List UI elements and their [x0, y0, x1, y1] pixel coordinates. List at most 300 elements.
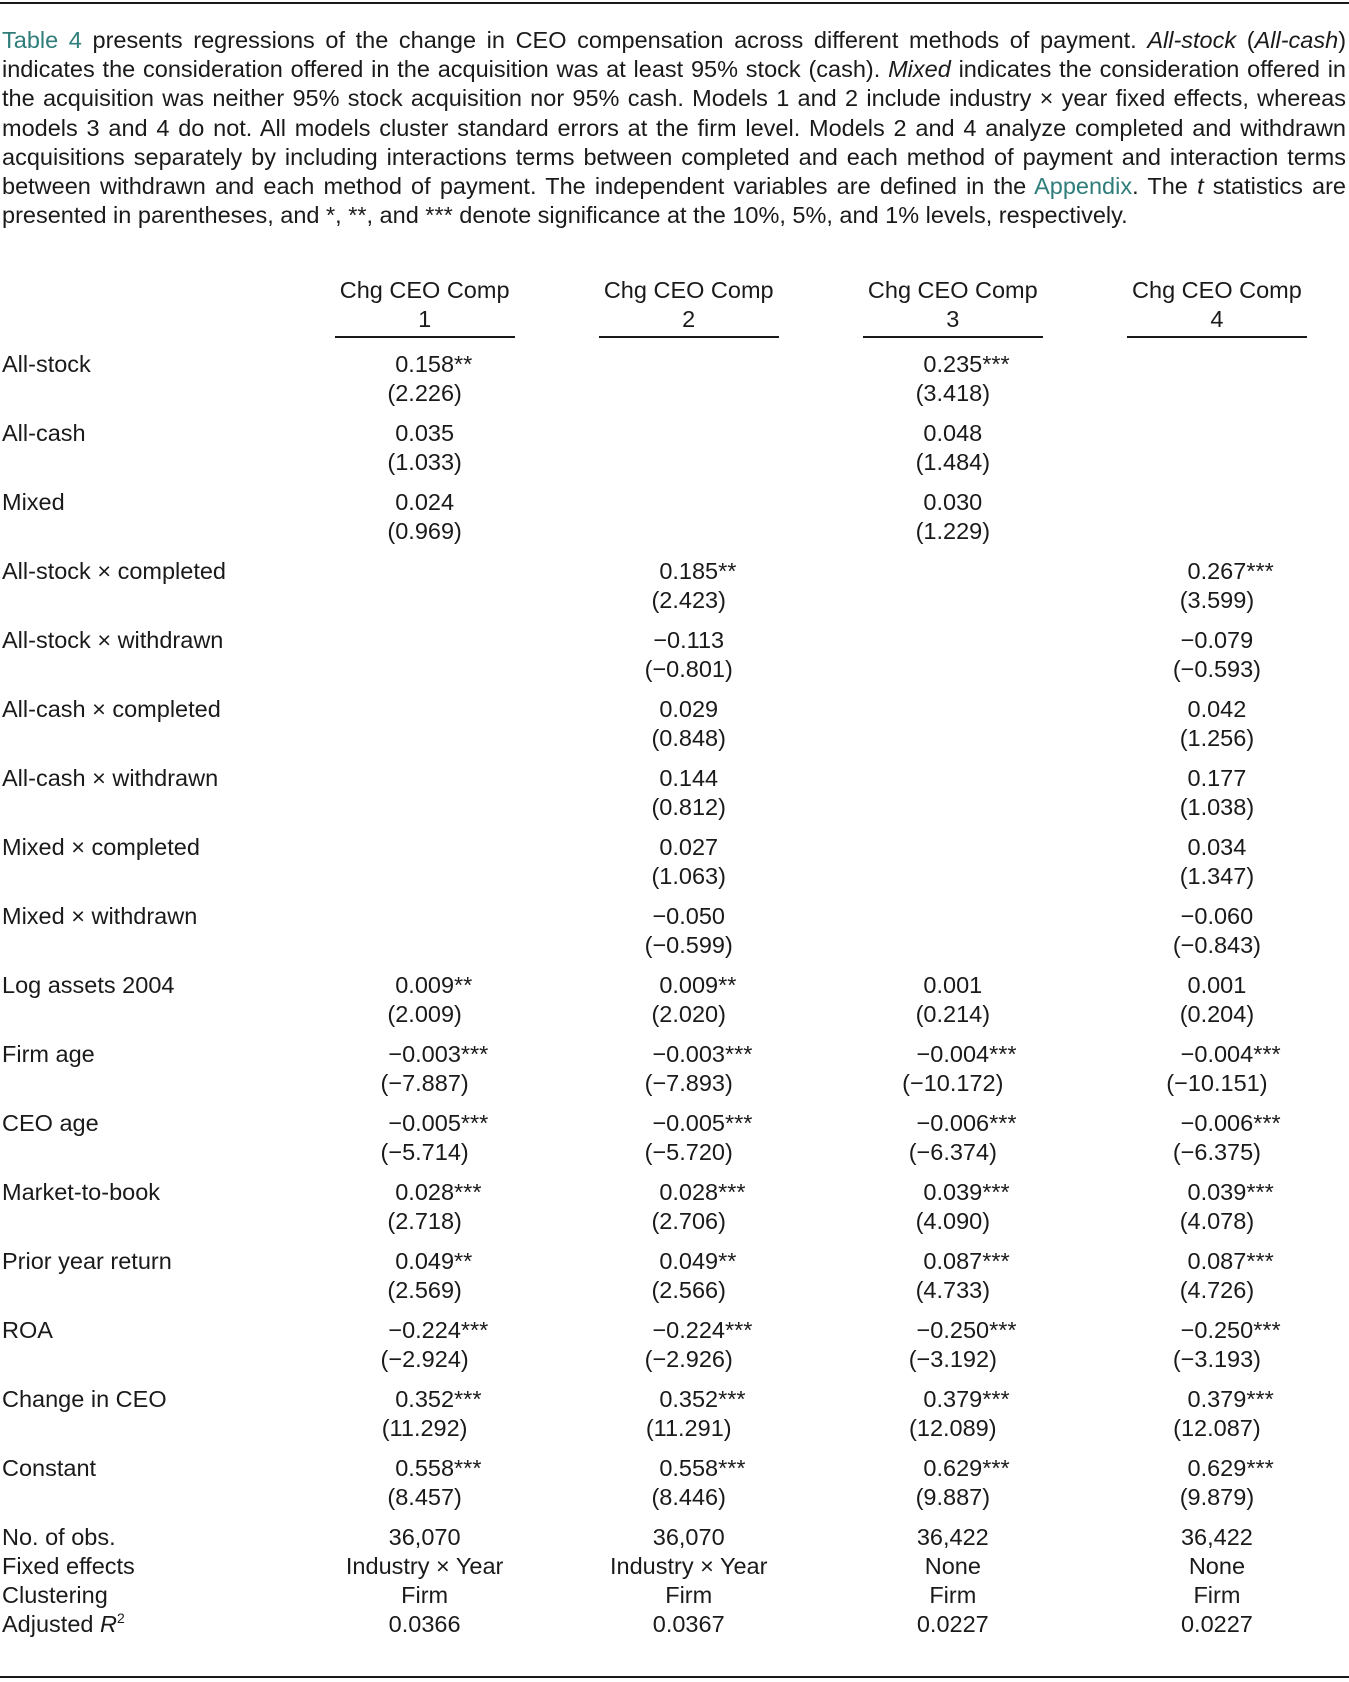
table-row [0, 764, 1349, 833]
coefficient-value: 0.001 [1187, 972, 1247, 998]
coefficient [653, 626, 724, 655]
row-label: All-stock [2, 351, 91, 377]
coefficient [923, 1454, 1010, 1483]
footer-value: 36,422 [916, 1524, 989, 1550]
coefficient-value: 0.379 [923, 1386, 983, 1412]
table-cell [1085, 1454, 1349, 1523]
coefficient [1188, 833, 1247, 862]
t-statistic: (1.063) [651, 863, 726, 889]
column-header-4 [1085, 276, 1349, 350]
significance-stars: *** [982, 351, 1010, 377]
table-row [0, 1316, 1349, 1385]
significance-stars: *** [718, 1386, 746, 1412]
table-cell [821, 1316, 1085, 1385]
row-label: Mixed × completed [2, 834, 200, 860]
table-cell [821, 626, 1085, 695]
coefficient-value: −0.006 [916, 1110, 990, 1136]
t-statistic: (−6.375) [1172, 1139, 1262, 1165]
significance-stars: *** [982, 1386, 1010, 1412]
row-label: Prior year return [2, 1248, 172, 1274]
coefficient [388, 1316, 489, 1345]
coefficient-value: 0.001 [923, 972, 983, 998]
caption-text: ) indicates the consideration offered in the acquisition was at least 95% stock (cash). [2, 27, 1347, 83]
coefficient-value: 0.158 [395, 351, 455, 377]
significance-stars: ** [718, 1248, 737, 1274]
coefficient-value: 0.028 [659, 1179, 719, 1205]
table-cell [1085, 1040, 1349, 1109]
coefficient-value: 0.177 [1187, 765, 1247, 791]
t-statistic: (0.848) [651, 725, 726, 751]
caption-text: indicates the consideration offered in the acquisition was neither 95% stock acquisition nor 95% cash. Models 1 and 2 include industry × year fixed effects, whereas models 3 and 4 do not. All models cluster standard errors at the firm level. Models 2 and 4 analyze completed and withdrawn acquisitions separately by including interactions terms between completed and each method of payment and interaction terms between withdrawn and each method of payment. The independent variables are defined in the [2, 56, 1346, 200]
coefficient [1180, 1040, 1281, 1069]
table-row [0, 488, 1349, 557]
row-label: Mixed [2, 489, 65, 515]
significance-stars: ** [454, 972, 473, 998]
significance-stars: *** [1253, 1041, 1281, 1067]
coefficient-value: 0.039 [1187, 1179, 1247, 1205]
t-statistic: (1.229) [915, 518, 991, 544]
caption-mixed: Mixed [888, 56, 951, 83]
coefficient-value: −0.113 [653, 627, 725, 653]
footer-label: Clustering [2, 1582, 108, 1608]
t-statistic: (3.418) [915, 380, 991, 406]
coefficient-value: 0.267 [1187, 558, 1247, 584]
table-cell [557, 419, 821, 488]
table-cell [1085, 1316, 1349, 1385]
row-label: Mixed × withdrawn [2, 903, 198, 929]
table-row [0, 1178, 1349, 1247]
coefficient [1187, 1454, 1274, 1483]
table-cell [821, 902, 1085, 971]
coefficient-value: 0.048 [923, 420, 983, 446]
coefficient [923, 419, 982, 448]
significance-stars: *** [989, 1317, 1017, 1343]
row-label: Log assets 2004 [2, 972, 175, 998]
column-number: 1 [418, 306, 432, 332]
t-statistic: (12.087) [1173, 1415, 1261, 1441]
footer-value: Industry × Year [610, 1553, 768, 1579]
t-statistic: (2.226) [387, 380, 462, 406]
table-cell [821, 1247, 1085, 1316]
table-cell [293, 695, 557, 764]
coefficient [1180, 1316, 1281, 1345]
coefficient-value: 0.352 [659, 1386, 719, 1412]
table-cell [821, 350, 1085, 419]
significance-stars: *** [1246, 558, 1274, 584]
coefficient-value: 0.042 [1187, 696, 1247, 722]
t-statistic: (1.038) [1179, 794, 1255, 820]
coefficient-value: −0.250 [916, 1317, 990, 1343]
coefficient [1187, 1385, 1274, 1414]
t-statistic: (−0.801) [644, 656, 733, 682]
column-title: Chg CEO Comp [603, 277, 774, 303]
column-title: Chg CEO Comp [867, 277, 1038, 303]
table-row [0, 350, 1349, 419]
coefficient [1188, 695, 1247, 724]
coefficient [1188, 764, 1247, 793]
table-cell [557, 1316, 821, 1385]
significance-stars: *** [982, 1179, 1010, 1205]
regression-table [0, 276, 1349, 1639]
table-cell [821, 1040, 1085, 1109]
coefficient [1187, 1247, 1274, 1276]
coefficient [395, 1247, 473, 1276]
significance-stars: *** [454, 1455, 482, 1481]
t-statistic: (2.569) [387, 1277, 462, 1303]
caption-all-stock: All-stock [1147, 27, 1237, 53]
coefficient-value: 0.049 [395, 1248, 455, 1274]
table-row [0, 902, 1349, 971]
coefficient-value: −0.005 [652, 1110, 725, 1136]
adjusted-r2-var: R [99, 1611, 117, 1637]
t-statistic: (2.706) [651, 1208, 726, 1234]
significance-stars: *** [1253, 1317, 1281, 1343]
table-cell [293, 488, 557, 557]
coefficient [923, 1385, 1010, 1414]
coefficient-value: −0.006 [1180, 1110, 1254, 1136]
coefficient-value: −0.224 [388, 1317, 461, 1343]
table-cell [557, 1454, 821, 1523]
coefficient-value: 0.029 [659, 696, 719, 722]
table-cell [821, 1385, 1085, 1454]
significance-stars: *** [718, 1179, 746, 1205]
t-statistic: (−5.714) [380, 1139, 469, 1165]
table-cell [1085, 695, 1349, 764]
coefficient-value: −0.003 [388, 1041, 461, 1067]
table-cell [821, 557, 1085, 626]
table-cell [293, 1454, 557, 1523]
table-row [0, 419, 1349, 488]
significance-stars: *** [460, 1110, 489, 1136]
table-row [0, 695, 1349, 764]
coefficient-value: 0.235 [923, 351, 983, 377]
table-cell [1085, 350, 1349, 419]
coefficient-value: 0.034 [1187, 834, 1247, 860]
coefficient [923, 1178, 1010, 1207]
t-statistic: (2.020) [651, 1001, 726, 1027]
table-cell [557, 626, 821, 695]
adjusted-r2-value: 0.0227 [1180, 1611, 1253, 1637]
coefficient-value: 0.629 [923, 1455, 983, 1481]
coefficient [1187, 1178, 1274, 1207]
coefficient [1181, 902, 1254, 931]
footer-value: Firm [1193, 1582, 1241, 1608]
table-cell [557, 695, 821, 764]
footer-value: None [1188, 1553, 1246, 1579]
table-reference-link[interactable]: Table 4 [2, 27, 82, 53]
coefficient-value: 0.558 [395, 1455, 455, 1481]
row-label: All-cash × withdrawn [2, 765, 219, 791]
t-statistic: (−5.720) [644, 1139, 733, 1165]
footer-value: Firm [929, 1582, 977, 1608]
coefficient-value: −0.005 [388, 1110, 461, 1136]
coefficient [1180, 1109, 1281, 1138]
column-header-2 [557, 276, 821, 350]
row-label: Market-to-book [2, 1179, 161, 1205]
caption-text: . The [1132, 173, 1198, 200]
coefficient [923, 350, 1010, 379]
column-header-1 [293, 276, 557, 350]
coefficient [916, 1109, 1017, 1138]
caption-all-cash: All-cash [1254, 27, 1339, 53]
t-statistic: (−7.893) [644, 1070, 733, 1096]
row-label: Constant [2, 1455, 97, 1481]
table-row [0, 1247, 1349, 1316]
table-cell [821, 695, 1085, 764]
t-statistic: (0.204) [1179, 1001, 1255, 1027]
table-row [0, 833, 1349, 902]
t-statistic: (−6.374) [908, 1139, 997, 1165]
t-statistic: (2.009) [387, 1001, 462, 1027]
footer-row [0, 1552, 1349, 1581]
coefficient [395, 971, 473, 1000]
table-cell [1085, 971, 1349, 1040]
significance-stars: *** [982, 1455, 1010, 1481]
column-number: 4 [1210, 306, 1224, 332]
header-blank [0, 276, 293, 350]
coefficient [395, 1454, 482, 1483]
t-statistic: (−0.599) [644, 932, 733, 958]
row-label: All-cash [2, 420, 86, 446]
t-statistic: (4.090) [915, 1208, 991, 1234]
table-cell [1085, 1385, 1349, 1454]
footer-label: No. of obs. [2, 1524, 116, 1550]
coefficient-value: −0.224 [652, 1317, 725, 1343]
coefficient-value: −0.004 [916, 1041, 990, 1067]
table-cell [557, 557, 821, 626]
coefficient [916, 1316, 1017, 1345]
coefficient [659, 833, 718, 862]
coefficient-value: 0.087 [1187, 1248, 1247, 1274]
coefficient [652, 902, 725, 931]
table-row [0, 1454, 1349, 1523]
table-cell [1085, 557, 1349, 626]
significance-stars: ** [718, 558, 737, 584]
coefficient-value: 0.629 [1187, 1455, 1247, 1481]
t-statistic: (11.291) [645, 1415, 732, 1441]
coefficient [659, 1247, 737, 1276]
table-cell [557, 1040, 821, 1109]
row-label: All-cash × completed [2, 696, 221, 722]
row-label: Change in CEO [2, 1386, 167, 1412]
t-statistic: (−10.151) [1166, 1070, 1268, 1096]
coefficient-value: 0.558 [659, 1455, 719, 1481]
table-row [0, 1385, 1349, 1454]
table-caption [2, 26, 1346, 230]
t-statistic: (3.599) [1179, 587, 1255, 613]
coefficient-value: 0.028 [395, 1179, 455, 1205]
footer-value: Firm [401, 1582, 449, 1608]
significance-stars: ** [718, 972, 737, 998]
footer-value: 36,070 [652, 1524, 725, 1550]
coefficient [395, 419, 454, 448]
footer-label: Fixed effects [2, 1553, 135, 1579]
adjusted-r2-value: 0.0367 [652, 1611, 725, 1637]
coefficient [659, 1178, 746, 1207]
footer-row-adjusted-r2 [0, 1610, 1349, 1639]
coefficient [659, 764, 718, 793]
table-cell [821, 833, 1085, 902]
t-statistic: (−2.926) [644, 1346, 733, 1372]
t-statistic: (0.214) [915, 1001, 991, 1027]
coefficient-value: −0.079 [1180, 627, 1254, 653]
coefficient-value: 0.024 [395, 489, 455, 515]
caption-text: ( [1236, 27, 1255, 53]
coefficient-value: 0.144 [659, 765, 719, 791]
adjusted-r2-label [0, 1610, 293, 1639]
significance-stars: *** [454, 1386, 482, 1412]
table-cell [293, 1385, 557, 1454]
coefficient [388, 1109, 489, 1138]
coefficient-value: 0.030 [923, 489, 983, 515]
coefficient-value: 0.039 [923, 1179, 983, 1205]
t-statistic: (−7.887) [380, 1070, 469, 1096]
table-row [0, 557, 1349, 626]
table-cell [821, 764, 1085, 833]
coefficient [923, 488, 982, 517]
t-statistic: (4.078) [1179, 1208, 1255, 1234]
significance-stars: *** [1246, 1248, 1274, 1274]
t-statistic: (−3.192) [908, 1346, 997, 1372]
footer-value: Firm [665, 1582, 713, 1608]
table-cell [1085, 626, 1349, 695]
significance-stars: ** [454, 351, 473, 377]
table-cell [293, 1178, 557, 1247]
footer-value: 36,070 [388, 1524, 461, 1550]
caption-text: presents regressions of the change in CEO compensation across different methods of payment. [81, 27, 1148, 53]
t-statistic: (1.347) [1179, 863, 1255, 889]
coefficient [659, 1454, 746, 1483]
coefficient [916, 1040, 1017, 1069]
table-cell [293, 557, 557, 626]
coefficient-value: 0.027 [659, 834, 719, 860]
significance-stars: *** [989, 1041, 1017, 1067]
coefficient-value: 0.087 [923, 1248, 983, 1274]
table-cell [821, 1178, 1085, 1247]
table-cell [293, 1109, 557, 1178]
appendix-link[interactable]: Appendix [1034, 173, 1133, 200]
coefficient-value: −0.050 [652, 903, 725, 929]
table-cell [557, 1178, 821, 1247]
table-cell [293, 764, 557, 833]
adjusted-r2-text: Adjusted [2, 1611, 100, 1637]
coefficient [659, 971, 737, 1000]
coefficient [395, 350, 473, 379]
coefficient-value: 0.049 [659, 1248, 719, 1274]
coefficient-value: −0.250 [1180, 1317, 1254, 1343]
column-number: 3 [946, 306, 960, 332]
table-cell [1085, 1247, 1349, 1316]
table-cell [821, 488, 1085, 557]
table-cell [1085, 1109, 1349, 1178]
table-cell [293, 626, 557, 695]
footer-value: None [924, 1553, 981, 1579]
footer-value: Industry × Year [345, 1553, 504, 1579]
coefficient [659, 1385, 746, 1414]
coefficient [652, 1040, 753, 1069]
significance-stars: *** [460, 1041, 489, 1067]
table-cell [557, 764, 821, 833]
table-cell [557, 1109, 821, 1178]
table-cell [557, 902, 821, 971]
coefficient [923, 971, 982, 1000]
table-row [0, 626, 1349, 695]
table-cell [1085, 419, 1349, 488]
top-rule [0, 2, 1349, 4]
row-label: All-stock × withdrawn [2, 627, 224, 653]
coefficient-value: −0.004 [1180, 1041, 1254, 1067]
bottom-rule [0, 1676, 1349, 1678]
t-statistic: (−0.593) [1172, 656, 1262, 682]
t-statistic: (9.879) [1179, 1484, 1255, 1510]
coefficient-value: 0.009 [395, 972, 455, 998]
table-row [0, 1040, 1349, 1109]
t-statistic: (9.887) [915, 1484, 991, 1510]
table-cell [557, 1385, 821, 1454]
footer-row [0, 1581, 1349, 1610]
t-statistic: (−0.843) [1172, 932, 1262, 958]
table-cell [557, 488, 821, 557]
significance-stars: *** [724, 1041, 753, 1067]
significance-stars: *** [1246, 1179, 1274, 1205]
table-cell [1085, 488, 1349, 557]
t-statistic: (2.718) [387, 1208, 462, 1234]
t-statistic: (0.969) [387, 518, 462, 544]
column-number: 2 [682, 306, 696, 332]
significance-stars: *** [718, 1455, 746, 1481]
coefficient-value: 0.185 [659, 558, 719, 584]
table-cell [557, 971, 821, 1040]
coefficient-value: 0.352 [395, 1386, 455, 1412]
significance-stars: *** [989, 1110, 1017, 1136]
table-row [0, 971, 1349, 1040]
adjusted-r2-value: 0.0366 [388, 1611, 461, 1637]
table-cell [293, 1040, 557, 1109]
table-cell [821, 419, 1085, 488]
significance-stars: *** [454, 1179, 482, 1205]
table-cell [293, 419, 557, 488]
table-cell [821, 1109, 1085, 1178]
t-statistic: (1.484) [915, 449, 991, 475]
t-statistic: (1.033) [387, 449, 462, 475]
column-title: Chg CEO Comp [339, 277, 510, 303]
column-title: Chg CEO Comp [1132, 277, 1302, 303]
coefficient [388, 1040, 489, 1069]
coefficient-value: 0.379 [1187, 1386, 1247, 1412]
row-label: Firm age [2, 1041, 95, 1067]
t-statistic: (1.256) [1179, 725, 1255, 751]
coefficient [1181, 626, 1254, 655]
t-statistic: (2.566) [651, 1277, 726, 1303]
table-cell [821, 971, 1085, 1040]
table-cell [821, 1454, 1085, 1523]
table-row [0, 1109, 1349, 1178]
coefficient [1187, 557, 1274, 586]
footer-row [0, 1523, 1349, 1552]
adjusted-r2-exponent: 2 [116, 1610, 125, 1627]
adjusted-r2-value: 0.0227 [916, 1611, 989, 1637]
coefficient [652, 1109, 753, 1138]
table-cell [1085, 902, 1349, 971]
coefficient [395, 1178, 482, 1207]
caption-t: t [1197, 173, 1204, 200]
table-cell [557, 1247, 821, 1316]
coefficient [659, 695, 718, 724]
coefficient [1188, 971, 1247, 1000]
table-cell [293, 1247, 557, 1316]
table-cell [293, 971, 557, 1040]
coefficient [395, 1385, 482, 1414]
